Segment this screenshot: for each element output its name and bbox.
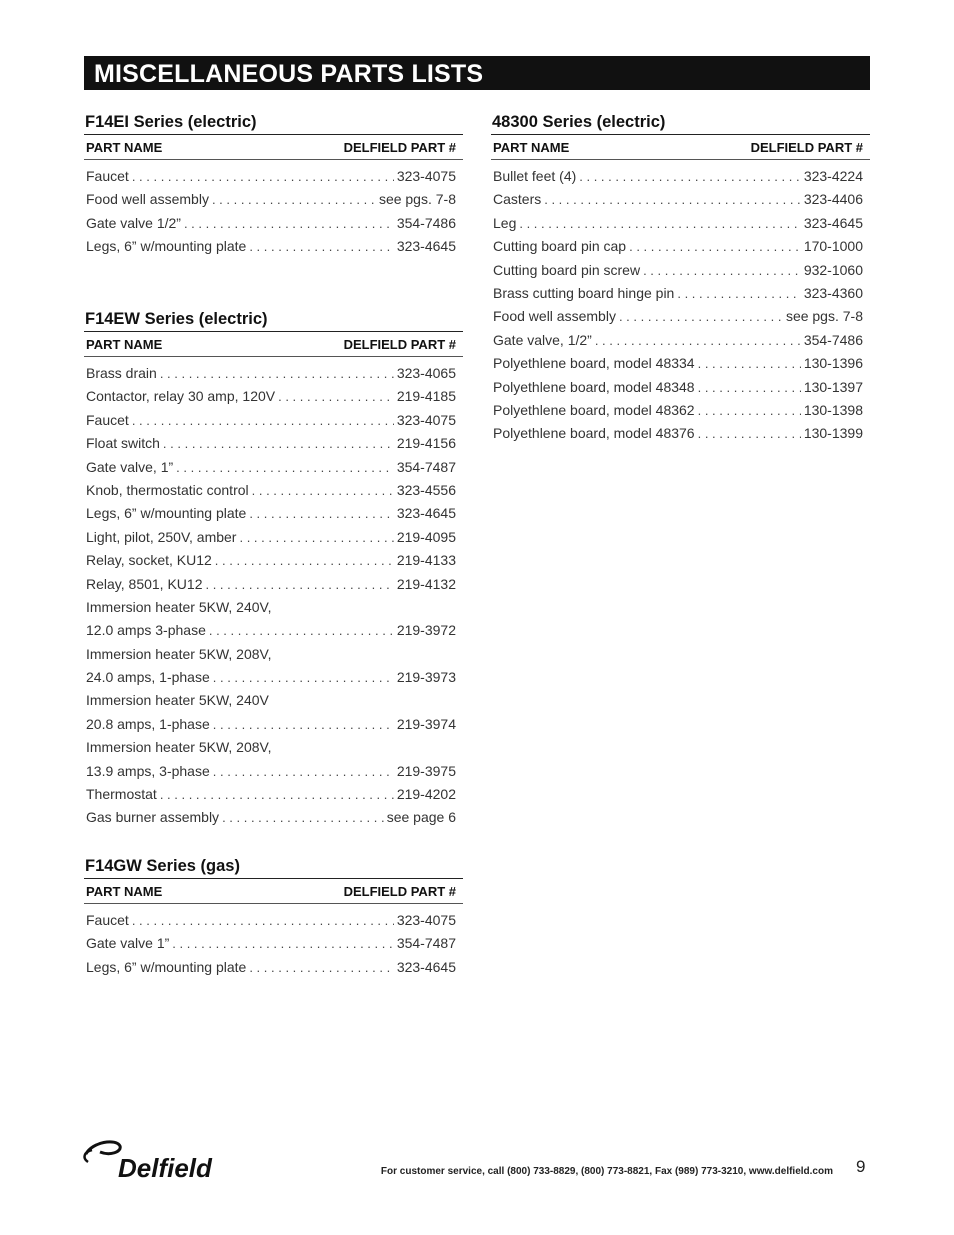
header-part-number: DELFIELD PART # bbox=[750, 140, 863, 155]
table-header bbox=[491, 134, 870, 160]
part-name: 20.8 amps, 1-phase bbox=[86, 715, 210, 732]
part-row bbox=[84, 596, 463, 619]
part-number: 219-3975 bbox=[396, 762, 456, 779]
logo-wordmark: Delfield bbox=[118, 1153, 212, 1182]
part-row bbox=[491, 352, 870, 375]
part-row bbox=[491, 305, 870, 328]
part-name: 13.9 amps, 3-phase bbox=[86, 762, 210, 779]
part-number: 219-3974 bbox=[396, 715, 456, 732]
part-number: 354-7487 bbox=[396, 935, 456, 952]
part-number: 219-4133 bbox=[396, 552, 456, 569]
section-title: 48300 Series (electric) bbox=[492, 113, 666, 131]
dot-leader bbox=[213, 713, 394, 736]
part-name: Knob, thermostatic control bbox=[86, 481, 249, 498]
part-row bbox=[84, 643, 463, 666]
part-name: Gate valve, 1/2” bbox=[493, 331, 592, 348]
page-title: MISCELLANEOUS PARTS LISTS bbox=[84, 56, 870, 90]
section-title: F14EI Series (electric) bbox=[85, 113, 257, 131]
part-name: Gate valve, 1” bbox=[86, 458, 174, 475]
part-row bbox=[84, 409, 463, 432]
section-title: F14GW Series (gas) bbox=[85, 857, 240, 875]
section-title: F14EW Series (electric) bbox=[85, 310, 268, 328]
part-row bbox=[84, 362, 463, 385]
part-number: 219-3972 bbox=[396, 622, 456, 639]
part-name: Faucet bbox=[86, 168, 129, 184]
part-row bbox=[84, 760, 463, 783]
part-number: 323-4556 bbox=[396, 481, 456, 498]
part-number: 323-4645 bbox=[396, 238, 456, 255]
part-row bbox=[84, 713, 463, 736]
part-row bbox=[84, 783, 463, 806]
part-name: Contactor, relay 30 amp, 120V bbox=[86, 388, 276, 405]
dot-leader bbox=[239, 526, 393, 549]
part-row bbox=[84, 502, 463, 525]
part-row bbox=[84, 526, 463, 549]
part-row bbox=[491, 376, 870, 399]
part-name: Gate valve 1” bbox=[86, 935, 170, 952]
part-number: 323-4645 bbox=[396, 505, 456, 522]
part-number: 219-4095 bbox=[396, 528, 456, 545]
part-number: 219-3973 bbox=[396, 669, 456, 686]
part-name: Light, pilot, 250V, amber bbox=[86, 528, 237, 545]
dot-leader bbox=[619, 305, 783, 328]
part-number: see page 6 bbox=[386, 809, 456, 826]
part-name: Gas burner assembly bbox=[86, 809, 220, 826]
page-number: 9 bbox=[856, 1157, 866, 1176]
part-row bbox=[491, 188, 870, 211]
dot-leader bbox=[249, 235, 394, 258]
part-number: 354-7487 bbox=[396, 458, 456, 475]
part-row bbox=[84, 479, 463, 502]
dot-leader bbox=[213, 666, 394, 689]
part-name: Polyethlene board, model 48376 bbox=[493, 425, 695, 442]
part-name: 12.0 amps 3-phase bbox=[86, 622, 206, 639]
part-row bbox=[491, 235, 870, 258]
logo-swoosh bbox=[86, 1142, 120, 1154]
part-number: 130-1396 bbox=[803, 355, 863, 372]
part-number: 323-4645 bbox=[396, 958, 456, 975]
part-row bbox=[491, 422, 870, 445]
part-number: see pgs. 7-8 bbox=[378, 191, 456, 208]
part-number: 170-1000 bbox=[803, 238, 863, 255]
part-number: 323-4406 bbox=[803, 191, 863, 208]
part-name: Relay, 8501, KU12 bbox=[86, 575, 203, 592]
part-row bbox=[84, 806, 463, 829]
dot-leader bbox=[249, 502, 394, 525]
dot-leader bbox=[579, 165, 801, 188]
header-part-number: DELFIELD PART # bbox=[343, 884, 456, 899]
part-name: Legs, 6” w/mounting plate bbox=[86, 958, 247, 975]
part-name: Immersion heater 5KW, 240V bbox=[86, 692, 269, 709]
dot-leader bbox=[184, 212, 394, 235]
part-name: Polyethlene board, model 48348 bbox=[493, 378, 695, 395]
header-part-name: PART NAME bbox=[86, 140, 163, 155]
part-name: Polyethlene board, model 48362 bbox=[493, 401, 695, 418]
part-row bbox=[84, 165, 463, 188]
part-name: Polyethlene board, model 48334 bbox=[493, 355, 695, 372]
dot-leader bbox=[132, 165, 394, 188]
part-number: 323-4065 bbox=[396, 365, 456, 381]
parts-list bbox=[84, 160, 463, 259]
dot-leader bbox=[698, 399, 801, 422]
dot-leader bbox=[629, 235, 801, 258]
dot-leader bbox=[698, 352, 801, 375]
part-number: 323-4075 bbox=[396, 168, 456, 184]
dot-leader bbox=[249, 956, 394, 979]
customer-service-line: For customer service, call (800) 733-8829, (800) 773-8821, Fax (989) 773-3210, www.delfield.com bbox=[380, 1166, 833, 1177]
part-row bbox=[84, 573, 463, 596]
table-header bbox=[84, 331, 463, 357]
part-number: 354-7486 bbox=[396, 214, 456, 231]
part-number: 323-4075 bbox=[396, 912, 456, 928]
part-name: Relay, socket, KU12 bbox=[86, 552, 212, 569]
header-part-number: DELFIELD PART # bbox=[343, 140, 456, 155]
part-row bbox=[491, 212, 870, 235]
part-number: 219-4132 bbox=[396, 575, 456, 592]
part-name: Cutting board pin screw bbox=[493, 261, 641, 278]
part-number: 130-1398 bbox=[803, 401, 863, 418]
dot-leader bbox=[213, 760, 394, 783]
part-number: 323-4224 bbox=[803, 168, 863, 184]
part-name: Leg bbox=[493, 214, 517, 231]
part-number: 354-7486 bbox=[803, 331, 863, 348]
dot-leader bbox=[160, 783, 394, 806]
part-name: Casters bbox=[493, 191, 542, 208]
part-number: 932-1060 bbox=[803, 261, 863, 278]
part-name: Legs, 6” w/mounting plate bbox=[86, 505, 247, 522]
table-header bbox=[84, 134, 463, 160]
part-row bbox=[84, 689, 463, 712]
dot-leader bbox=[215, 549, 394, 572]
part-row bbox=[84, 736, 463, 759]
parts-list bbox=[491, 160, 870, 446]
parts-list bbox=[84, 357, 463, 830]
part-name: Brass drain bbox=[86, 365, 157, 381]
dot-leader bbox=[222, 806, 384, 829]
part-row bbox=[84, 956, 463, 979]
part-number: 130-1399 bbox=[803, 425, 863, 442]
part-name: Faucet bbox=[86, 912, 129, 928]
part-row bbox=[84, 212, 463, 235]
delfield-logo bbox=[80, 1136, 260, 1182]
part-name: Food well assembly bbox=[86, 191, 209, 208]
dot-leader bbox=[544, 188, 801, 211]
dot-leader bbox=[519, 212, 800, 235]
section-f14ew bbox=[84, 307, 463, 830]
dot-leader bbox=[698, 376, 801, 399]
dot-leader bbox=[163, 432, 394, 455]
part-name: Immersion heater 5KW, 208V, bbox=[86, 739, 272, 756]
part-row bbox=[491, 259, 870, 282]
part-name: Food well assembly bbox=[493, 308, 616, 325]
part-name: Float switch bbox=[86, 435, 160, 452]
section-f14ei bbox=[84, 110, 463, 259]
part-row bbox=[84, 432, 463, 455]
part-number: 219-4202 bbox=[396, 786, 456, 803]
logo-swoosh-tail bbox=[85, 1150, 92, 1162]
part-name: Faucet bbox=[86, 411, 129, 428]
section-f14gw bbox=[84, 854, 463, 979]
part-name: Immersion heater 5KW, 240V, bbox=[86, 598, 272, 615]
dot-leader bbox=[160, 362, 394, 385]
part-name: Bullet feet (4) bbox=[493, 168, 577, 184]
parts-list bbox=[84, 904, 463, 979]
part-number: see pgs. 7-8 bbox=[785, 308, 863, 325]
part-row bbox=[84, 385, 463, 408]
part-name: Thermostat bbox=[86, 786, 157, 803]
part-name: Legs, 6” w/mounting plate bbox=[86, 238, 247, 255]
part-number: 323-4645 bbox=[803, 214, 863, 231]
part-row bbox=[84, 909, 463, 932]
part-row bbox=[491, 282, 870, 305]
header-part-name: PART NAME bbox=[493, 140, 570, 155]
dot-leader bbox=[698, 422, 801, 445]
dot-leader bbox=[643, 259, 801, 282]
part-number: 219-4185 bbox=[396, 388, 456, 405]
dot-leader bbox=[252, 479, 394, 502]
part-row bbox=[84, 619, 463, 642]
header-part-name: PART NAME bbox=[86, 337, 163, 352]
part-number: 323-4360 bbox=[803, 284, 863, 301]
dot-leader bbox=[278, 385, 394, 408]
dot-leader bbox=[205, 573, 393, 596]
part-number: 219-4156 bbox=[396, 435, 456, 452]
part-number: 323-4075 bbox=[396, 411, 456, 428]
dot-leader bbox=[132, 909, 394, 932]
dot-leader bbox=[132, 409, 394, 432]
part-row bbox=[491, 165, 870, 188]
part-number: 130-1397 bbox=[803, 378, 863, 395]
part-name: Brass cutting board hinge pin bbox=[493, 284, 675, 301]
part-row bbox=[84, 235, 463, 258]
part-row bbox=[84, 549, 463, 572]
part-name: 24.0 amps, 1-phase bbox=[86, 669, 210, 686]
section-48300 bbox=[491, 110, 870, 446]
part-row bbox=[84, 666, 463, 689]
header-part-name: PART NAME bbox=[86, 884, 163, 899]
dot-leader bbox=[677, 282, 800, 305]
dot-leader bbox=[209, 619, 394, 642]
part-row bbox=[491, 399, 870, 422]
dot-leader bbox=[172, 932, 394, 955]
part-row bbox=[491, 329, 870, 352]
part-row bbox=[84, 188, 463, 211]
part-name: Immersion heater 5KW, 208V, bbox=[86, 645, 272, 662]
dot-leader bbox=[176, 456, 394, 479]
part-row bbox=[84, 456, 463, 479]
dot-leader bbox=[212, 188, 376, 211]
part-name: Cutting board pin cap bbox=[493, 238, 627, 255]
header-part-number: DELFIELD PART # bbox=[343, 337, 456, 352]
part-row bbox=[84, 932, 463, 955]
table-header bbox=[84, 878, 463, 904]
part-name: Gate valve 1/2” bbox=[86, 214, 181, 231]
dot-leader bbox=[595, 329, 801, 352]
